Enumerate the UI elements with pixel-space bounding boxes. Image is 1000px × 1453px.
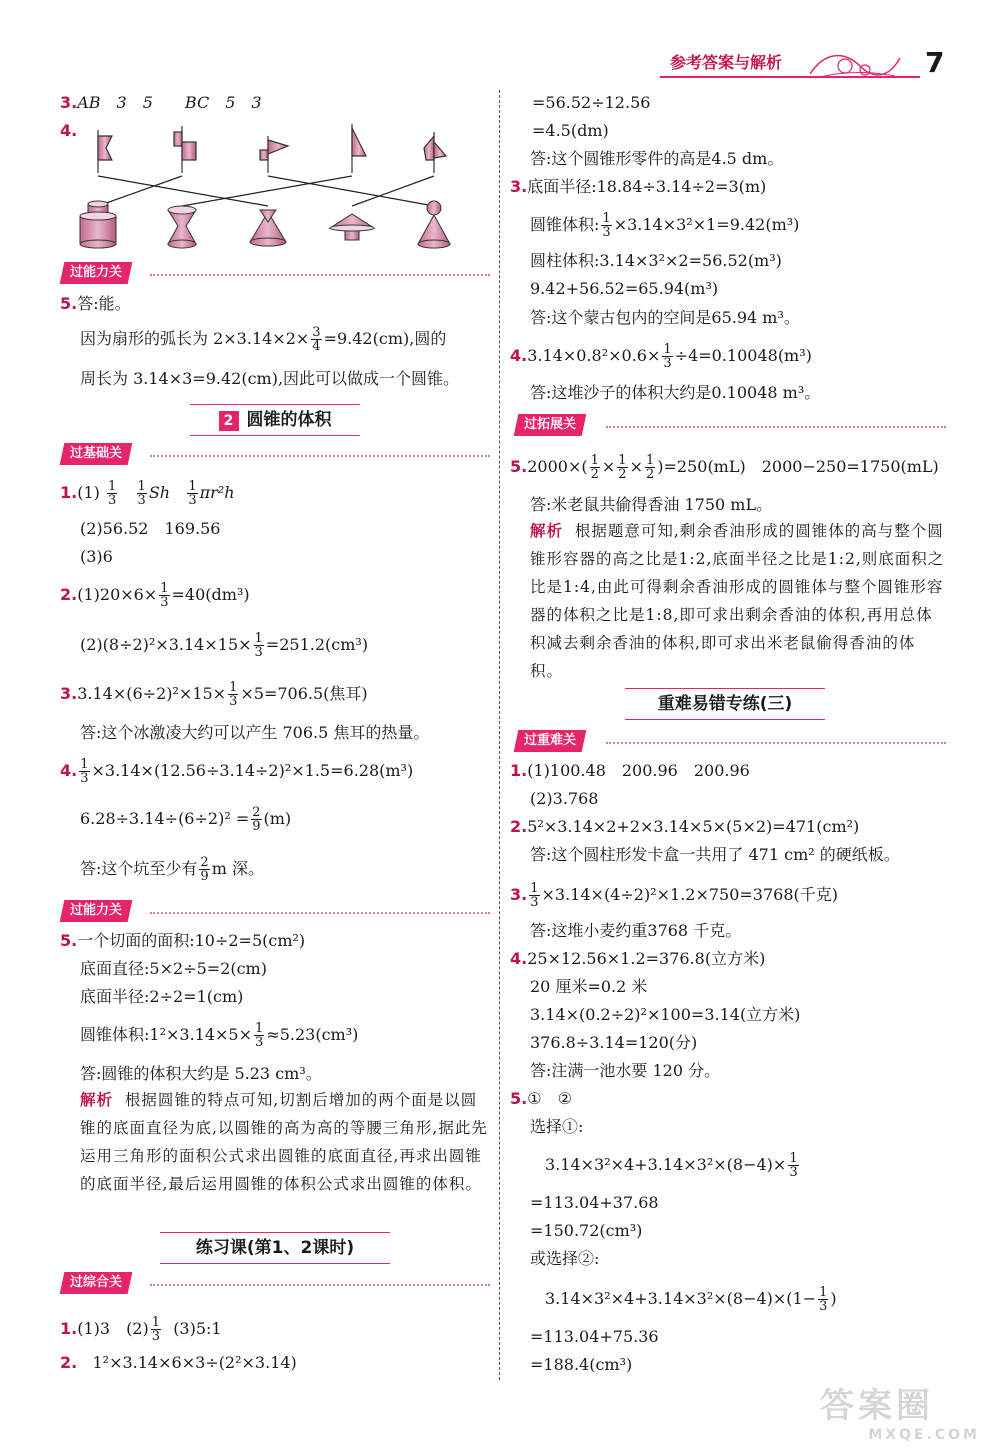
basic-4-line2: 6.28÷3.14÷(6÷2)² = $\frac{2}{9}$ (m) <box>80 805 292 834</box>
section-dots <box>606 426 946 428</box>
watermark <box>820 1378 990 1448</box>
ability-5-line4: 圆锥体积:1²×3.14×5× $\frac{1}{3}$ ≈5.23(cm³) <box>80 1021 359 1050</box>
section-badge-zhongnan: 过重难关 <box>514 730 587 752</box>
flag-shape-5 <box>424 132 446 173</box>
basic-2-line1: 2.(1)20×6× $\frac{1}{3}$ =40(dm³) <box>60 581 250 610</box>
hard-5-line7: 3.14×3²×4+3.14×3²×(8−4)×(1− $\frac{1}{3}$ ) <box>545 1285 837 1314</box>
section-dots <box>150 1284 490 1286</box>
hard-5-line9: =188.4(cm³) <box>530 1355 633 1374</box>
right-line-3: 答:这个圆锥形零件的高是4.5 dm。 <box>530 149 784 168</box>
analysis-1: 解析 根据圆锥的特点可知,切割后增加的两个面是以圆锥的底面直径为底,以圆锥的高为高的等腰三角形,据此先运用三角形的面积公式求出圆锥的底面直径,再求出圆锥的底面半径,最后运用圆锥的体积公式求出圆锥的体积。 <box>80 1091 488 1193</box>
shape-matching-figure <box>70 118 470 258</box>
hard-2-line1: 2.5²×3.14×2+2×3.14×5×(5×2)=471(cm²) <box>510 817 860 836</box>
watermark-url: MXQE.COM <box>868 1427 980 1443</box>
hard-5-line4: =113.04+37.68 <box>530 1193 659 1212</box>
extend-5-answer: 答:米老鼠共偷得香油 1750 mL。 <box>530 495 773 514</box>
comprehensive-2: 2. 1²×3.14×6×3÷(2²×3.14) <box>60 1353 297 1372</box>
hard-4-line4: 376.8÷3.14=120(分) <box>530 1033 698 1052</box>
right-3-line1: 3.底面半径:18.84÷3.14÷2=3(m) <box>510 177 767 196</box>
header-title: 参考答案与解析 <box>670 53 783 72</box>
question-4-number: 4. <box>60 121 78 140</box>
ability-5-line2: 底面直径:5×2÷5=2(cm) <box>80 959 267 978</box>
hard-4-line3: 3.14×(0.2÷2)²×100=3.14(立方米) <box>530 1005 801 1024</box>
right-3-line3: 圆柱体积:3.14×3²×2=56.52(m³) <box>530 251 782 270</box>
right-4-answer: 答:这堆沙子的体积大约是0.10048 m³。 <box>530 383 821 402</box>
column-divider <box>499 90 500 1380</box>
hard-1-line1: 1.(1)100.48 200.96 200.96 <box>510 761 750 780</box>
section-badge-guoneng-2: 过能力关 <box>60 900 133 922</box>
solid-hat-shape <box>330 214 374 240</box>
solid-cone-with-ball <box>418 201 450 248</box>
basic-1-line1: 1.(1) $\frac{1}{3}$ $\frac{1}{3}$ Sh $\frac{1}{3}$ πr²h <box>60 479 235 508</box>
answer-5-line2: 因为扇形的弧长为 2×3.14×2× $\frac{3}{4}$ =9.42(cm),圆的 <box>80 325 447 354</box>
hard-5-line1: 5.① ② <box>510 1089 572 1108</box>
basic-2-line2: (2)(8÷2)²×3.14×15× $\frac{1}{3}$ =251.2(cm³) <box>80 631 369 660</box>
answer-5-line1: 5.答:能。 <box>60 294 131 313</box>
right-3-answer: 答:这个蒙古包内的空间是65.94 m³。 <box>530 308 800 327</box>
right-line-2: =4.5(dm) <box>532 121 609 140</box>
flag-shape-1 <box>98 130 112 173</box>
section-dots <box>150 912 490 914</box>
extend-5-line1: 5.2000×( $\frac{1}{2}$ × $\frac{1}{2}$ × $\frac{1}{2}$ )=250(mL) 2000−250=1750(mL) <box>510 453 939 482</box>
header-underline <box>660 76 920 78</box>
solid-cylinder-stack <box>80 201 116 248</box>
lesson-title-cone-volume: 2 圆锥的体积 <box>190 404 360 436</box>
page-number: 7 <box>925 46 945 79</box>
answer-5-line3: 周长为 3.14×3=9.42(cm),因此可以做成一个圆锥。 <box>80 369 460 388</box>
analysis-2: 解析 根据题意可知,剩余香油形成的圆锥体的高与整个圆锥形容器的高之比是1:2,底面半径之比是1:2,则底面积之比是1:4,由此可得剩余香油形成的圆锥体与整个圆锥形容器的体积之比是1:8,即可求出剩余香油的体积,再用总体积减去剩余香油的体积,即可求出米老鼠偷得香油的体积。 <box>530 522 945 680</box>
question-3: 3.AB 3 5 BC 5 3 <box>60 93 262 112</box>
hard-5-line2: 选择①: <box>530 1117 584 1136</box>
hard-4-answer: 答:注满一池水要 120 分。 <box>530 1061 721 1080</box>
flag-shape-4 <box>352 124 366 173</box>
hard-2-answer: 答:这个圆柱形发卡盒一共用了 471 cm² 的硬纸板。 <box>530 845 900 864</box>
basic-4-line1: 4. $\frac{1}{3}$ ×3.14×(12.56÷3.14÷2)²×1.5=6.28(m³) <box>60 757 414 786</box>
section-badge-jichu: 过基础关 <box>60 443 133 465</box>
hard-5-line3: 3.14×3²×4+3.14×3²×(8−4)× $\frac{1}{3}$ <box>545 1151 798 1180</box>
solid-double-cone <box>168 206 196 248</box>
ability-5-line1: 5.一个切面的面积:10÷2=5(cm²) <box>60 931 306 950</box>
hard-5-line6: 或选择②: <box>530 1249 600 1268</box>
hard-1-line2: (2)3.768 <box>530 789 599 808</box>
comprehensive-1: 1.(1)3 (2) $\frac{1}{3}$ (3)5:1 <box>60 1315 222 1344</box>
section-badge-tuozhan: 过拓展关 <box>514 414 587 436</box>
right-3-line2: 圆锥体积: $\frac{1}{3}$ ×3.14×3²×1=9.42(m³) <box>530 211 800 240</box>
section-badge-zonghe: 过综合关 <box>60 1272 133 1294</box>
ability-5-answer: 答:圆锥的体积大约是 5.23 cm³。 <box>80 1064 322 1083</box>
basic-1-line3: (3)6 <box>80 547 113 566</box>
hard-4-line1: 4.25×12.56×1.2=376.8(立方米) <box>510 949 766 968</box>
right-4-line1: 4.3.14×0.8²×0.6× $\frac{1}{3}$ ÷4=0.10048(m³) <box>510 342 812 371</box>
section-dots <box>150 455 490 457</box>
watermark-logo-text: 答案圈 <box>820 1386 934 1426</box>
section-badge-guoneng-1: 过能力关 <box>60 262 133 284</box>
hard-5-line8: =113.04+75.36 <box>530 1327 659 1346</box>
solid-cone-with-top <box>250 210 286 246</box>
flag-shape-3 <box>260 136 288 173</box>
basic-4-answer: 答:这个坑至少有 $\frac{2}{9}$ m 深。 <box>80 855 264 884</box>
practice-lesson-title: 练习课(第1、2课时) <box>160 1232 390 1264</box>
right-3-line4: 9.42+56.52=65.94(m³) <box>530 279 719 298</box>
header-bar <box>660 40 960 90</box>
right-line-1: =56.52÷12.56 <box>532 93 651 112</box>
section-dots <box>606 742 946 744</box>
basic-3-answer: 答:这个冰激凌大约可以产生 706.5 焦耳的热量。 <box>80 723 430 742</box>
hard-5-line5: =150.72(cm³) <box>530 1221 643 1240</box>
section-dots <box>150 274 490 276</box>
flag-shape-2 <box>174 126 196 173</box>
basic-3-line1: 3.3.14×(6÷2)²×15× $\frac{1}{3}$ ×5=706.5(焦耳) <box>60 680 368 709</box>
hard-4-line2: 20 厘米=0.2 米 <box>530 977 648 996</box>
hard-3-line1: 3. $\frac{1}{3}$ ×3.14×(4÷2)²×1.2×750=3768(千克) <box>510 881 839 910</box>
basic-1-line2: (2)56.52 169.56 <box>80 519 221 538</box>
special-practice-title: 重难易错专练(三) <box>625 688 825 720</box>
ability-5-line3: 底面半径:2÷2=1(cm) <box>80 987 244 1006</box>
hard-3-answer: 答:这堆小麦约重3768 千克。 <box>530 921 742 940</box>
